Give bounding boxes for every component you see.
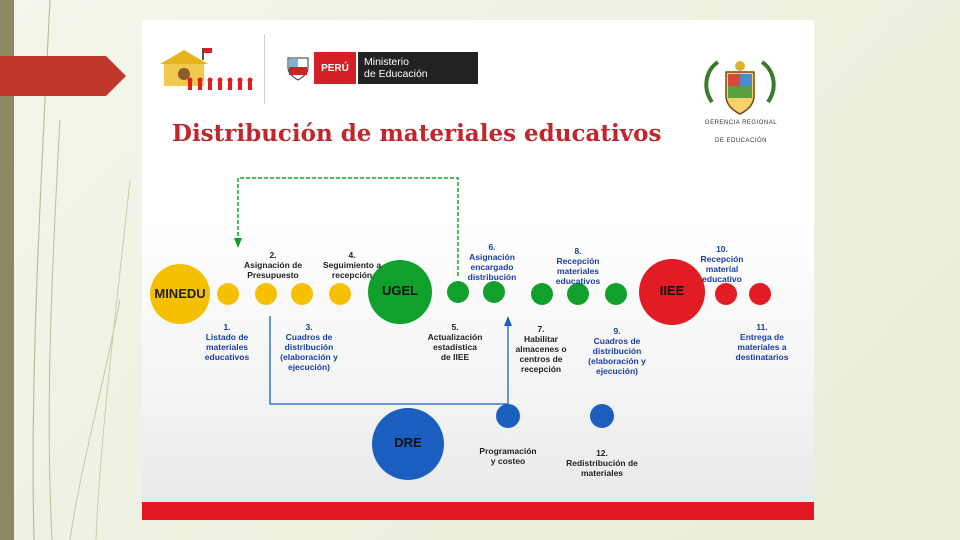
- bottom-red-bar: [142, 502, 814, 520]
- step-3-label: [272, 312, 346, 382]
- step-6-text: Asignación encargado distribución: [467, 252, 517, 282]
- seal-caption-line1: GERENCIA REGIONAL: [704, 120, 778, 126]
- step-6-label: [456, 232, 528, 292]
- step-12-label: [556, 438, 648, 488]
- step-4-number: 4.: [348, 250, 356, 260]
- step-10-label: [688, 234, 756, 294]
- minedu-label: MINEDU: [154, 286, 206, 301]
- step-7-label: [506, 314, 576, 384]
- step-12-text: Redistribución de materiales: [566, 458, 638, 478]
- step-7-text: Habilitar almacenes o centros de recepción: [515, 334, 567, 374]
- step-1-number: 1.: [223, 322, 231, 332]
- step-3-text: Cuadros de distribución (elaboración y ejecución): [280, 332, 338, 372]
- slide-panel: [142, 20, 814, 520]
- dre-step-dot: [496, 404, 520, 428]
- step-5-label: [418, 312, 492, 372]
- ministerio-line1: Ministerio: [364, 56, 409, 68]
- step-11-number: 11.: [756, 322, 768, 332]
- step-5-text: Actualización estadística de IIEE: [427, 332, 483, 362]
- step-10-text: Recepción material educativo: [700, 254, 744, 284]
- step-9-number: 9.: [613, 326, 621, 336]
- ministerio-line2: de Educación: [364, 68, 428, 80]
- ugel-label: UGEL: [381, 283, 419, 298]
- iiee-label: IIEE: [659, 283, 685, 298]
- step-2-text: Asignación de Presupuesto: [243, 260, 303, 280]
- step-2-number: 2.: [269, 250, 277, 260]
- step-4-label: [314, 240, 390, 290]
- step-9-label: [580, 316, 654, 386]
- step-4-text: Seguimiento a recepción: [322, 260, 382, 280]
- step-10-number: 10.: [716, 244, 728, 254]
- step-7-number: 7.: [537, 324, 545, 334]
- dre-label: DRE: [394, 435, 422, 450]
- step-8-text: Recepción materiales educativos: [555, 256, 601, 286]
- step-8-label: [542, 236, 614, 296]
- step-11-text: Entrega de materiales a destinatarios: [735, 332, 789, 362]
- seal-caption-line2: DE EDUCACIÓN: [714, 138, 767, 144]
- slide-title: Distribución de materiales educativos: [172, 120, 662, 147]
- step-2-label: [238, 240, 308, 290]
- step-1-dot: [217, 283, 239, 305]
- step-12-number: 12.: [596, 448, 608, 458]
- step-6-number: 6.: [488, 242, 496, 252]
- dre-step-label: Programación y costeo: [479, 446, 537, 466]
- step-8-number: 8.: [574, 246, 582, 256]
- step-1-label: [192, 312, 262, 372]
- step-1-text: Listado de materiales educativos: [204, 332, 250, 362]
- peru-badge: PERÚ: [314, 52, 356, 84]
- red-arrow-tab: [0, 56, 126, 96]
- step-11-label: [726, 312, 798, 372]
- step-9-text: Cuadros de distribución (elaboración y ejecución): [588, 336, 646, 376]
- step-3-number: 3.: [305, 322, 313, 332]
- step-5-number: 5.: [451, 322, 459, 332]
- step-12-dot: [590, 404, 614, 428]
